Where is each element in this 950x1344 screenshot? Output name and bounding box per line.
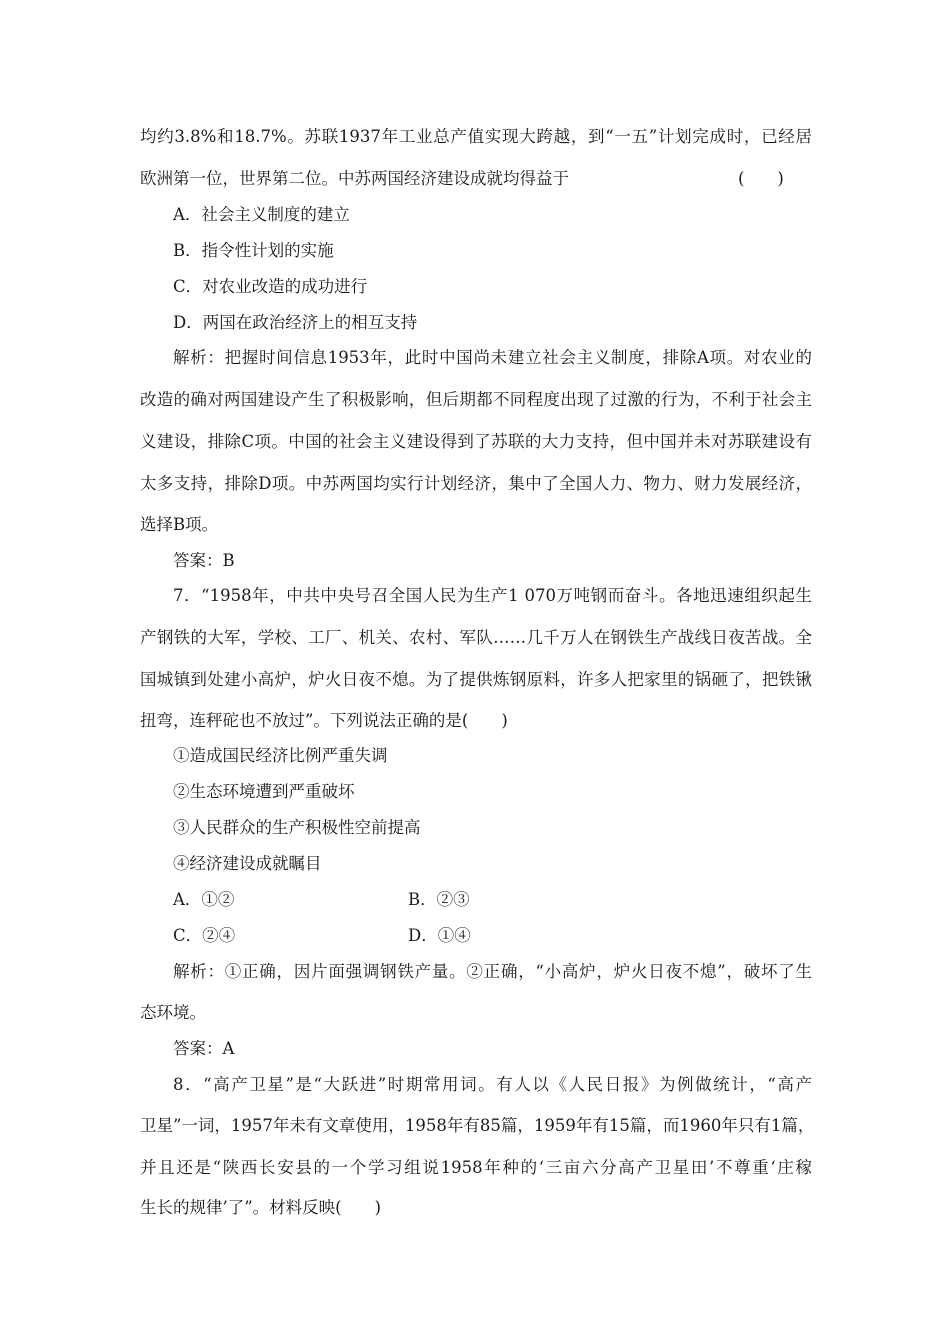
q8-stem-line-1: 8．“高产卫星”是“大跃进”时期常用词。有人以《人民日报》为例做统计，“高产 bbox=[173, 1075, 812, 1094]
q7-option-b: B．②③ bbox=[408, 890, 470, 909]
q7-option-a: A．①② bbox=[173, 890, 235, 909]
q6-option-c: C．对农业改造的成功进行 bbox=[173, 277, 368, 296]
q6-option-b: B．指令性计划的实施 bbox=[173, 241, 334, 260]
q7-statement-3: ③人民群众的生产积极性空前提高 bbox=[173, 818, 421, 837]
q6-stem-line-2: 欧洲第一位，世界第二位。中苏两国经济建设成就均得益于 bbox=[140, 169, 569, 188]
q7-answer: 答案：A bbox=[173, 1039, 235, 1058]
q7-statement-1: ①造成国民经济比例严重失调 bbox=[173, 746, 388, 765]
q7-stem-line-4: 扭弯，连秤砣也不放过”。下列说法正确的是( ) bbox=[140, 711, 508, 730]
q7-statement-2: ②生态环境遭到严重破坏 bbox=[173, 782, 355, 801]
q6-option-a: A．社会主义制度的建立 bbox=[173, 205, 350, 224]
q6-answer-blank: ( ) bbox=[738, 169, 784, 188]
q7-stem-line-2: 产钢铁的大军，学校、工厂、机关、农村、军队……几千万人在钢铁生产战线日夜苦战。全 bbox=[140, 628, 812, 647]
q7-statement-4: ④经济建设成就瞩目 bbox=[173, 854, 322, 873]
q7-stem-line-3: 国城镇到处建小高炉，炉火日夜不熄。为了提供炼钢原料，许多人把家里的锅砸了，把铁锹 bbox=[140, 670, 812, 689]
q6-analysis-line-4: 太多支持，排除D项。中苏两国均实行计划经济，集中了全国人力、物力、财力发展经济， bbox=[140, 474, 812, 493]
q8-stem-line-3: 并且还是“陕西长安县的一个学习组说1958年种的‘三亩六分高产卫星田’不尊重‘庄稼 bbox=[140, 1158, 812, 1177]
q8-stem-line-2: 卫星”一词，1957年未有文章使用，1958年有85篇，1959年有15篇，而1960年只有1篇， bbox=[140, 1116, 815, 1135]
q7-analysis-line-2: 态环境。 bbox=[140, 1003, 206, 1022]
q6-option-d: D．两国在政治经济上的相互支持 bbox=[173, 313, 418, 332]
q6-answer: 答案：B bbox=[173, 551, 235, 570]
q7-option-c: C．②④ bbox=[173, 926, 236, 945]
q6-analysis-line-1: 解析：把握时间信息1953年，此时中国尚未建立社会主义制度，排除A项。对农业的 bbox=[173, 348, 812, 367]
q6-stem-line-1: 均约3.8%和18.7%。苏联1937年工业总产值实现大跨越，到“一五”计划完成时，已经居 bbox=[140, 127, 812, 146]
q7-stem-line-1: 7．“1958年，中共中央号召全国人民为生产1 070万吨钢而奋斗。各地迅速组织起生 bbox=[173, 586, 812, 605]
q7-option-d: D．①④ bbox=[408, 926, 471, 945]
q7-analysis-line-1: 解析：①正确，因片面强调钢铁产量。②正确，“小高炉，炉火日夜不熄”，破坏了生 bbox=[173, 962, 812, 981]
q6-analysis-line-5: 选择B项。 bbox=[140, 515, 219, 534]
q6-analysis-line-2: 改造的确对两国建设产生了积极影响，但后期都不同程度出现了过激的行为，不利于社会主 bbox=[140, 390, 812, 409]
q6-analysis-line-3: 义建设，排除C项。中国的社会主义建设得到了苏联的大力支持，但中国并未对苏联建设有 bbox=[140, 432, 812, 451]
q8-stem-line-4: 生长的规律’了”。材料反映( ) bbox=[140, 1198, 382, 1217]
